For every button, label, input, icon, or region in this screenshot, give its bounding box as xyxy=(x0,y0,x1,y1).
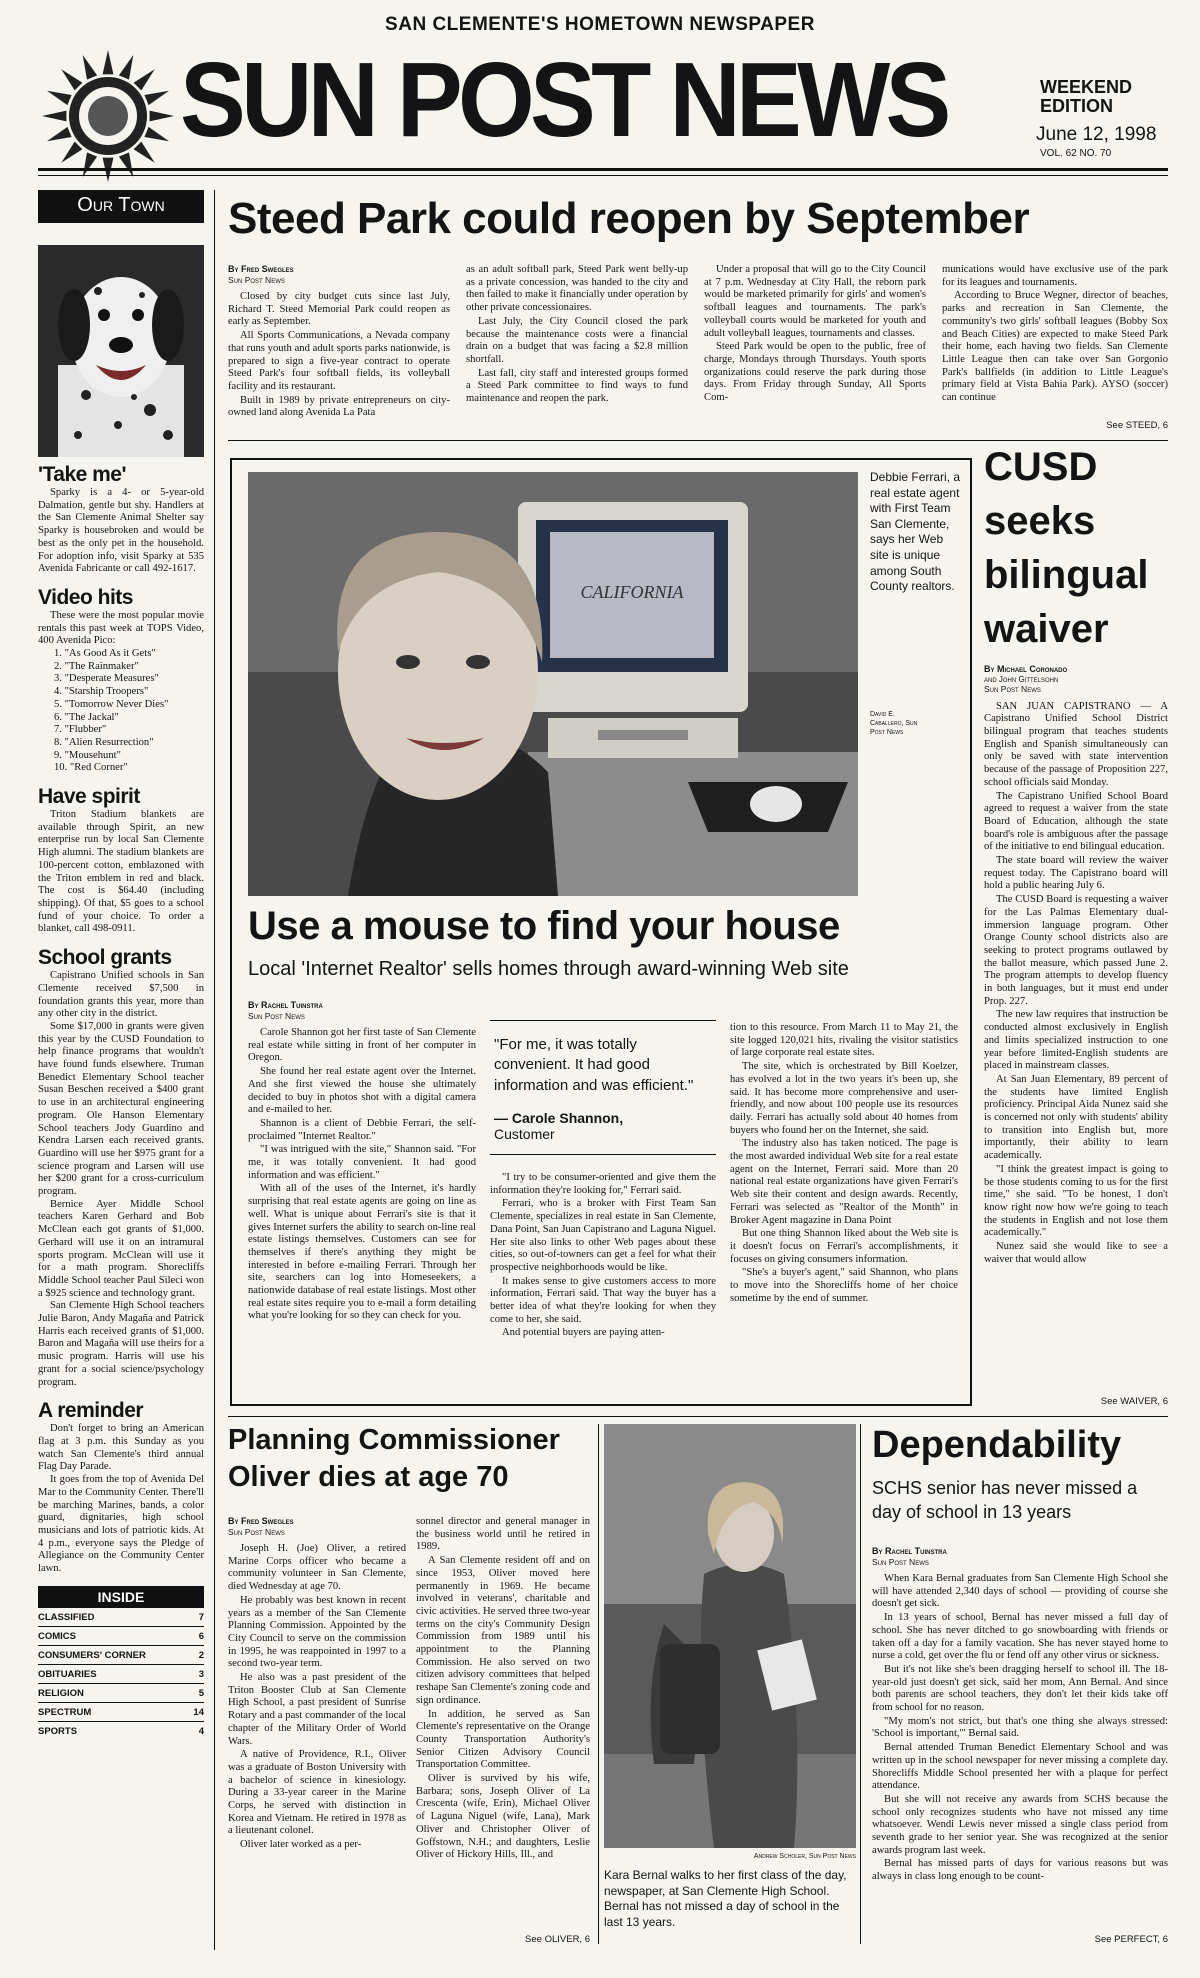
inside-item-sports[interactable]: SPORTS 4 xyxy=(38,1725,204,1737)
mouse-headline: Use a mouse to find your house xyxy=(248,904,840,948)
inside-item-spectrum[interactable]: SPECTRUM 14 xyxy=(38,1703,204,1722)
inside-box xyxy=(38,1586,204,1740)
our-town-header: Our Town xyxy=(38,190,204,223)
inside-item-consumers-corner[interactable]: CONSUMERS' CORNER 2 xyxy=(38,1646,204,1665)
sun-ray xyxy=(61,142,82,163)
have-spirit-title: Have spirit xyxy=(38,785,140,809)
list-item: 6. "The Jackal" xyxy=(54,711,119,723)
cusd-byline-2: and John Gittelsohn xyxy=(984,674,1059,684)
list-item: 5. "Tomorrow Never Dies" xyxy=(54,698,169,710)
cusd-continued[interactable]: See WAIVER, 6 xyxy=(1100,1396,1168,1407)
list-item: 3. "Desperate Measures" xyxy=(54,673,159,685)
edition-label: WEEKEND EDITION xyxy=(1040,77,1133,116)
school-grants-p4: San Clemente High School teachers Julie Baron, Andy Magaña and Patrick Harris each received grants of $1,000. Baron and Magaña will use theirs for a music program. Harris will use his grant for a social science/psychology program. xyxy=(38,1300,204,1388)
sun-ray xyxy=(119,55,133,80)
steed-headline: Steed Park could reopen by September xyxy=(228,194,1030,243)
video-hits-list xyxy=(38,648,204,775)
steed-continued[interactable]: See STEED, 6 xyxy=(1106,420,1168,431)
oliver-continued[interactable]: See OLIVER, 6 xyxy=(525,1934,590,1945)
sun-ray xyxy=(47,91,72,105)
inside-item-comics[interactable]: COMICS 6 xyxy=(38,1627,204,1646)
sun-ray xyxy=(47,127,72,141)
steed-staff: Sun Post News xyxy=(228,274,285,285)
pull-quote-role: Customer xyxy=(494,1125,555,1142)
sun-ray xyxy=(134,142,155,163)
volume-number: VOL. 62 NO. 70 xyxy=(1040,148,1112,159)
sun-ray xyxy=(42,111,66,122)
kara-photo xyxy=(604,1424,856,1848)
steed-col-2: as an adult softball park, Steed Park went belly-up as a private concession, was handed to the city and then failed to make it financially under operation by other private concessionaires. Last July, the City Council closed the park because the maintenance costs were a financial drain on a budget that was facing a $2.8 million shortfall. Last fall, city staff and interested groups formed a Steed Park committee to find ways to fund maintenance and reopen the park. xyxy=(466,264,688,405)
sun-ray xyxy=(134,69,155,90)
dependability-byline: By Rachel Tuinstra xyxy=(872,1546,947,1556)
inside-item-classified[interactable]: CLASSIFIED 7 xyxy=(38,1608,204,1627)
oliver-col-1: By Fred Swegles Sun Post News Joseph H. (Joe) Oliver, a retired Marine Corps officer who became a community volunteer in San Clemente, died Wednesday at age 70. He probably was best known in recent years as a member of the San Clemente Planning Commission. Appointed by the City Council to serve on the commission in 1995, he was reappointed in 1997 to a second two-year term. He also was a past president of the Triton Booster Club at San Clemente High School, a past president of Sunrise Rotary and a past commander of the local chapter of the Military Order of World Wars. A native of Providence, R.I., Oliver was a graduate of Boston University with a bachelor of science in kinesiology. During a 33-year career in the Marine Corps, he served with distinction in Korea and Vietnam. He retired in 1978 as a lieutenant colonel. Oliver later worked as a per- xyxy=(228,1516,406,1851)
list-item: 1. "As Good As it Gets" xyxy=(54,648,156,660)
sun-ray xyxy=(83,152,97,177)
ferrari-caption: Debbie Ferrari, a real estate agent with First Team San Clemente, says her Web site is unique among South County realtors. xyxy=(870,470,961,594)
sun-ray xyxy=(144,127,169,141)
list-item: 4. "Starship Troopers" xyxy=(54,686,149,698)
kara-photo-credit: Andrew Scholer, Sun Post News xyxy=(753,1853,856,1860)
cusd-column: By Michael Coronado and John Gittelsohn Sun Post News SAN JUAN CAPISTRANO — A Capistrano Unified School District bilingual program that teaches students English and Spanish simultaneously can only be saved with state intervention because of the passage of Proposition 227, school officials said Monday. The Capistrano Unified School Board agreed to request a waiver from the state Board of Education, although the state board's role is ambiguous after the passage of the initiative to end bilingual education. The state board will review the waiver request today. The Capistrano board will hold a public hearing July 6. The CUSD Board is requesting a waiver for the Las Palmas Elementary dual-immersion language program. Other Orange County school districts also are seeking to protect programs outlawed by the ballot measure, which passed June 2. The program attempts to develop fluency in both languages, but it must end under Prop. 227. The new law requires that instruction be conducted almost exclusively in English and limits specialized instruction to one year before limited-English students are placed in mainstream classes. At San Juan Elementary, 89 percent of the students have limited English proficiency. Principal Aida Nunez said she is concerned not only with students' ability to transition into English but, more importantly, their ability to learn academically. "I think the greatest impact is going to be those students coming to us for the first time," she said. "To be honest, I don't know right now how we're going to teach the students in English and not lose them academically." Nunez said she would like to see a waiver that would allow xyxy=(984,664,1168,1265)
dependability-column: By Rachel Tuinstra Sun Post News When Kara Bernal graduates from San Clemente High School she will have attended 2,340 days of school — providing of course she doesn't get sick. In 13 years of school, Bernal has never missed a full day of school. She has never ditched to go snowboarding with friends or taken off a day for a family vacation. She has never stayed home to nurse a cold, get over the flu or fend off any other virus or sickness. But it's not like she's been dragging herself to school ill. The 18-year-old just doesn't get sick, said her mom, Ann Bernal. And since both parents are school teachers, they don't let their kids take off from school for no reason. "My mom's not strict, but that's one thing she always stressed: 'School is important,'" Bernal said. Bernal attended Truman Benedict Elementary School and was written up in the school newspaper for never missing a complete day. Shorecliffs Middle School presented her with a plaque for perfect attendance. But she will not receive any awards from SCHS because the school only recognizes students who have not missed any time whatsoever. Wendi Lewis never missed a single class period from seventh grade to her senior year. She was recognized at the senior awards program last week. Bernal has missed parts of days for various reasons but was always in class long enough to be count- xyxy=(872,1546,1168,1883)
dependability-headline: Dependability xyxy=(872,1424,1122,1466)
reminder-title: A reminder xyxy=(38,1399,144,1423)
cusd-headline: CUSD seeks bilingual waiver xyxy=(984,445,1149,651)
mouse-col-1: By Rachel Tuinstra Sun Post News Carole Shannon got her first taste of San Clemente real estate while sitting in front of her computer in Oregon. She found her real estate agent over the Internet. And she first viewed the house she ultimately decided to buy in photos shot with a digital camera and e-mailed to her. Shannon is a client of Debbie Ferrari, the self-proclaimed "Internet Realtor." "I was intrigued with the site," Shannon said. "For me, it was totally convenient. It had good information and was efficient." With all of the uses of the Internet, it's hardly surprising that real estate agents are going on line as well. What is unique about Ferrari's site is that it gives Internet surfers the ability to search on-line real estate listings themselves. Customers can see for themselves if there's anything they might be interested in before e-mailing Ferrari. Through her site, searchers can log into Homeseekers, a nationwide database of real estate listings. Most other real estate sites require you to e-mail a form detailing what you're looking for so they can check for you. xyxy=(248,1000,476,1322)
issue-date: June 12, 1998 xyxy=(1036,124,1157,145)
list-item: 8. "Alien Resurrection" xyxy=(54,736,154,748)
masthead-tagline: SAN CLEMENTE'S HOMETOWN NEWSPAPER xyxy=(385,14,815,35)
ferrari-photo xyxy=(248,472,858,896)
pull-quote-text: "For me, it was totally convenient. It had good information and was efficient." xyxy=(494,1036,694,1094)
inside-item-obituaries[interactable]: OBITUARIES 3 xyxy=(38,1665,204,1684)
sun-logo-icon xyxy=(38,46,178,186)
mouse-subhead: Local 'Internet Realtor' sells homes through award-winning Web site xyxy=(248,958,849,980)
sun-ray xyxy=(150,111,174,122)
sun-ray xyxy=(119,152,133,177)
reminder-p1: Don't forget to bring an American flag at 3 p.m. this Sunday as you watch San Clemente's third annual Flag Day Parade. xyxy=(38,1423,204,1473)
steed-col-3: Under a proposal that will go to the City Council at 7 p.m. Wednesday at City Hall, the reborn park would be marketed primarily for girls' and women's softball leagues and tournaments. The park's volleyball courts would be marketed for youth and adult volleyball leagues, tournaments and classes. Steed Park would be open to the public, free of charge, Mondays through Thursdays. Youth sports organizations could reserve the park during those days. From Friday through Sunday, All Sports Com- xyxy=(704,264,926,404)
school-grants-p3: Bernice Ayer Middle School teachers Karen Gerhard and Bob McClean each got grants of $1,000. Gerhard will use it on an intramural sports program. McClean will use it for a math program. Shorecliffs Middle School teacher Paul Sileci won a $925 science and technology grant. xyxy=(38,1198,204,1299)
have-spirit-text: Triton Stadium blankets are available through Spirit, an new enterprise run by local San Clemente High alumni. The stadium blankets are 100-percent cotton, emblazoned with the Triton emblem in red and black. The cost is $64.40 (including shipping). Of that, $5 goes to a school fund of your choice. To order a blanket, call 498-0911. xyxy=(38,809,204,935)
inside-header: INSIDE xyxy=(38,1586,204,1608)
dependability-staff: Sun Post News xyxy=(872,1556,929,1567)
take-me-title: 'Take me' xyxy=(38,463,126,486)
oliver-staff: Sun Post News xyxy=(228,1526,285,1537)
screen-text: CALIFORNIA xyxy=(580,582,684,602)
school-grants-title: School grants xyxy=(38,946,172,970)
video-hits-intro: These were the most popular movie rentals this past week at TOPS Video, 400 Avenida Pico: xyxy=(38,609,204,647)
steed-byline: By Fred Swegles xyxy=(228,264,294,274)
reminder-p2: It goes from the top of Avenida Del Mar to the Community Center. There'll be marching Marines, bands, a color guard, dignitaries, high school musicians and lots of patriotic kids. At 4 p.m., everyone says the Pledge of Allegiance on the Community Center lawn. xyxy=(38,1474,204,1575)
school-grants-p2: Some $17,000 in grants were given this year by the CUSD Foundation to help finance programs that wouldn't have found funds elsewhere. Truman Benedict Elementary School teacher Susan Beschen received a $400 grant to use in an architectural engineering program. Ole Hanson Elementary School teachers Jody Guardino and Kendra Larsen each received grants. Guardino will use her $975 grant for a science program and Larsen will use her $200 grant for a cross-curriculum program. xyxy=(38,1020,204,1198)
list-item: 7. "Flubber" xyxy=(54,724,107,736)
steed-col-4: munications would have exclusive use of the park for its leagues and tournaments. According to Bruce Wegner, director of beaches, parks and recreation in San Clemente, the community's two girls' softball leagues (Bobby Sox and Beach Cities) are expected to make Steed Park their home, each having two fields. San Clemente Little League then can take over San Gorgonio Park's ballfields (in addition to Little League's primary field at Vista Bahia Park). AYSO (soccer) can continue xyxy=(942,264,1168,404)
sun-ray xyxy=(61,69,82,90)
mouse-col-3: tion to this resource. From March 11 to May 21, the site logged 120,021 hits, rivaling the visitor statistics of large corporate real estate sites. The site, which is orchestrated by Bill Koelzer, has evolved a lot in the two years it's been up, she said. It has become more comprehensive and user-friendly, and now about 100 people use its resources daily. Ferrari has actually sold about 40 homes from buyers who found her on the Internet, she said. The industry also has taken noticed. The page is the most awarded individual Web site for a real estate agent on the Internet, Ferrari said. More than 20 national real estate organizations have given Ferrari's Web site their content and design awards. Recently, Ferrari was selected as "Realtor of the Month" in Broker Agent magazine in Dana Point But one thing Shannon liked about the Web site is it doesn't focus on Ferrari's accomplishments, it focuses on giving consumers information. "She's a buyer's agent," said Shannon, who plans to move into the Shorecliffs home of her choice sometime by the end of summer. xyxy=(730,1022,958,1304)
sun-ray xyxy=(103,50,114,74)
cusd-byline: By Michael Coronado xyxy=(984,664,1068,674)
dalmatian-photo xyxy=(38,245,204,457)
school-grants-p1: Capistrano Unified schools in San Clemente received $7,500 in foundation grants this year, more than any other city in the district. xyxy=(38,970,204,1020)
steed-col-1: By Fred Swegles Sun Post News Closed by city budget cuts since last July, Richard T. Steed Memorial Park could reopen as early as September. All Sports Communications, a Nevada company that runs youth and adult sports parks nationwide, is prepared to sign a five-year contract to operate Steed Park's four softball fields, its volleyball facility and its restaurant. Built in 1989 by private entrepreneurs on city-owned land along Avenida La Pata xyxy=(228,264,450,419)
mouse-col-2: "I try to be consumer-oriented and give them the information they're looking for," Ferrari said. Ferrari, who is a broker with First Team San Clemente, specializes in real estate in San Clemente, Dana Point, San Juan Capistrano and Laguna Niguel. Her site also links to other Web pages about these cities, so out-of-towners can get a feel for what their prospective neighborhoods would be like. It makes sense to give customers access to more information, Ferrari said. That way the buyer has a better idea of what they're looking for when they come to her, she said. And potential buyers are paying atten- xyxy=(490,1172,716,1339)
sidebar xyxy=(38,190,204,1950)
list-item: 10. "Red Corner" xyxy=(54,762,128,774)
cusd-staff: Sun Post News xyxy=(984,684,1041,695)
sun-ray xyxy=(144,91,169,105)
dependability-continued[interactable]: See PERFECT, 6 xyxy=(1094,1934,1168,1945)
oliver-col-2: sonnel director and general manager in the business world until he retired in 1989. A San Clemente resident off and on since 1953, Oliver moved here permanently in 1969. He became involved in veterans', charitable and civic activities. He served three two-year terms on the city's Community Design Commission from 1989 until his appointment to the Planning Commission. He also served on two citizen advisory committees that helped reshape San Clemente's zoning code and sign ordinance. In addition, he served as San Clemente's representative on the Orange County Transportation Authority's Senior Citizen Advisory Council Transportation Committee. Oliver is survived by his wife, Barbara; sons, Joseph Oliver of La Crescenta (wife, Erin), Michael Oliver of Laguna Niguel (wife, Lana), Mark Oliver and Christopher Oliver of Goffstown, N.H.; and daughters, Leslie Oliver of Hickory Hills, Ill., and xyxy=(416,1516,590,1861)
pull-quote xyxy=(490,1020,716,1155)
ferrari-photo-credit: David E. Caballero, Sun Post News xyxy=(870,711,918,737)
kara-caption: Kara Bernal walks to her first class of the day, newspaper, at San Clemente High School. Bernal has not missed a day of school in the last 13 years. xyxy=(604,1868,847,1929)
dependability-subhead: SCHS senior has never missed a day of school in 13 years xyxy=(872,1478,1138,1523)
list-item: 9. "Mousehunt" xyxy=(54,749,121,761)
list-item: 2. "The Rainmaker" xyxy=(54,660,139,672)
mouse-byline: By Rachel Tuinstra xyxy=(248,1000,323,1010)
masthead-title: SUN POST NEWS xyxy=(180,41,947,159)
oliver-byline: By Fred Swegles xyxy=(228,1516,294,1526)
pull-quote-attribution: — Carole Shannon, xyxy=(494,1109,624,1126)
sun-ray xyxy=(83,55,97,80)
inside-item-religion[interactable]: RELIGION 5 xyxy=(38,1684,204,1703)
video-hits-title: Video hits xyxy=(38,585,133,609)
mouse-staff: Sun Post News xyxy=(248,1010,305,1021)
take-me-text: Sparky is a 4- or 5-year-old Dalmation, gentle but shy. Handlers at the San Clemente Animal Shelter say Sparky is housebroken and would be best as the only pet in the household. For adoption info, visit Sparky at 535 Avenida Fabricante or call 492-1617. xyxy=(38,487,204,575)
oliver-headline: Planning Commissioner Oliver dies at age 70 xyxy=(228,1424,560,1494)
